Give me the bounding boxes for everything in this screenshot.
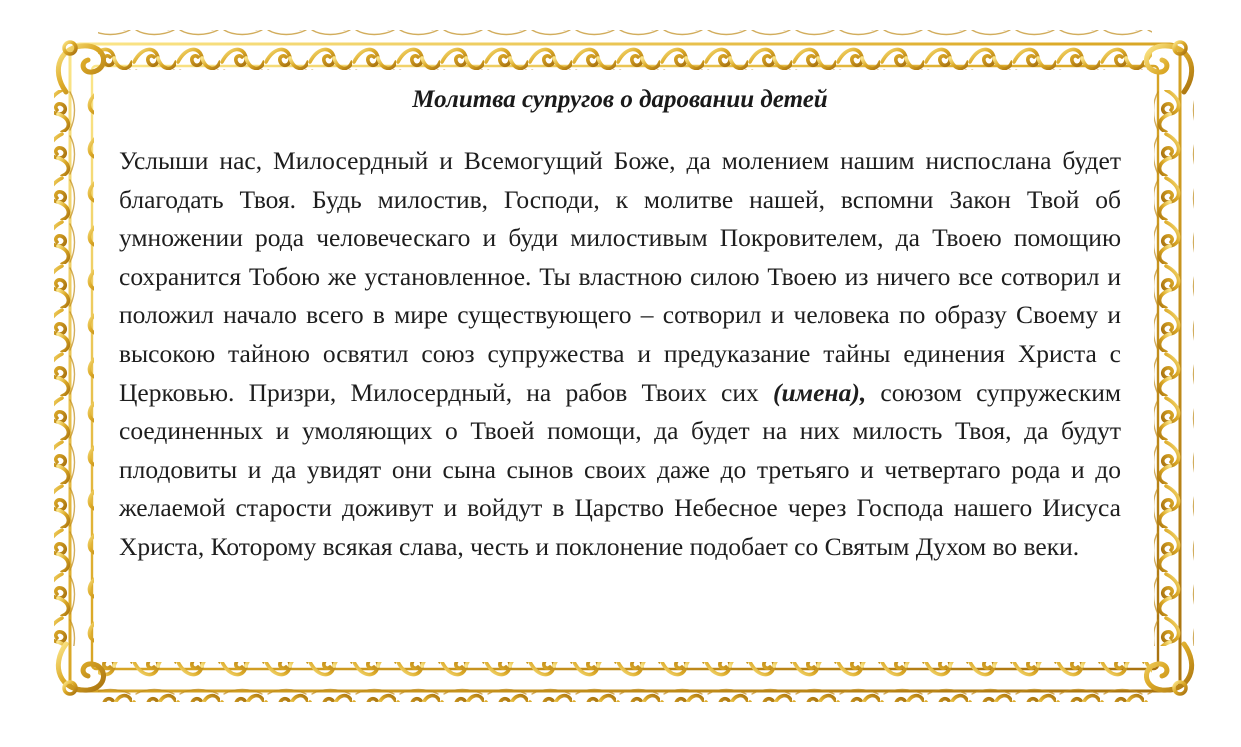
prayer-body-part2: союзом супружеским соединенных и умоляющих о Твоей помощи, да будет на них милость Твоя, да будут плодовиты и да увидят они сына сынов своих даже до третьяго и четвертаго рода и до желаемой старости доживут и войдут в Царство Небесное через Господа нашего Иисуса Христа, Которому всякая слава, честь и поклонение подобает со Святым Духом во веки. (119, 377, 1122, 561)
prayer-body-part1: Услыши нас, Милосердный и Всемогущий Боже, да молением нашим ниспослана будет благодать Твоя. Будь милостив, Господи, к молитве нашей, вспомни Закон Твой об умножении рода человеческаго и буди милостивым Покровителем, да Твоею помощию сохранится Тобою же установленное. Ты властною силою Твоею из ничего все сотворил и положил начало всего в мире существующего – сотворил и человека по образу Своему и высокою тайною освятил союз супружества и предуказание тайны единения Христа с Церковью. Призри, Милосердный, на рабов Твоих сих (119, 146, 1121, 407)
prayer-body (119, 142, 1121, 567)
names-placeholder-note: (имена), (772, 377, 867, 407)
frame-top-band (98, 30, 1152, 70)
frame-bottom-band (98, 662, 1152, 702)
prayer-title: Молитва супругов о даровании детей (412, 86, 828, 113)
frame-right-band (1154, 90, 1194, 646)
frame-left-band (54, 90, 94, 646)
